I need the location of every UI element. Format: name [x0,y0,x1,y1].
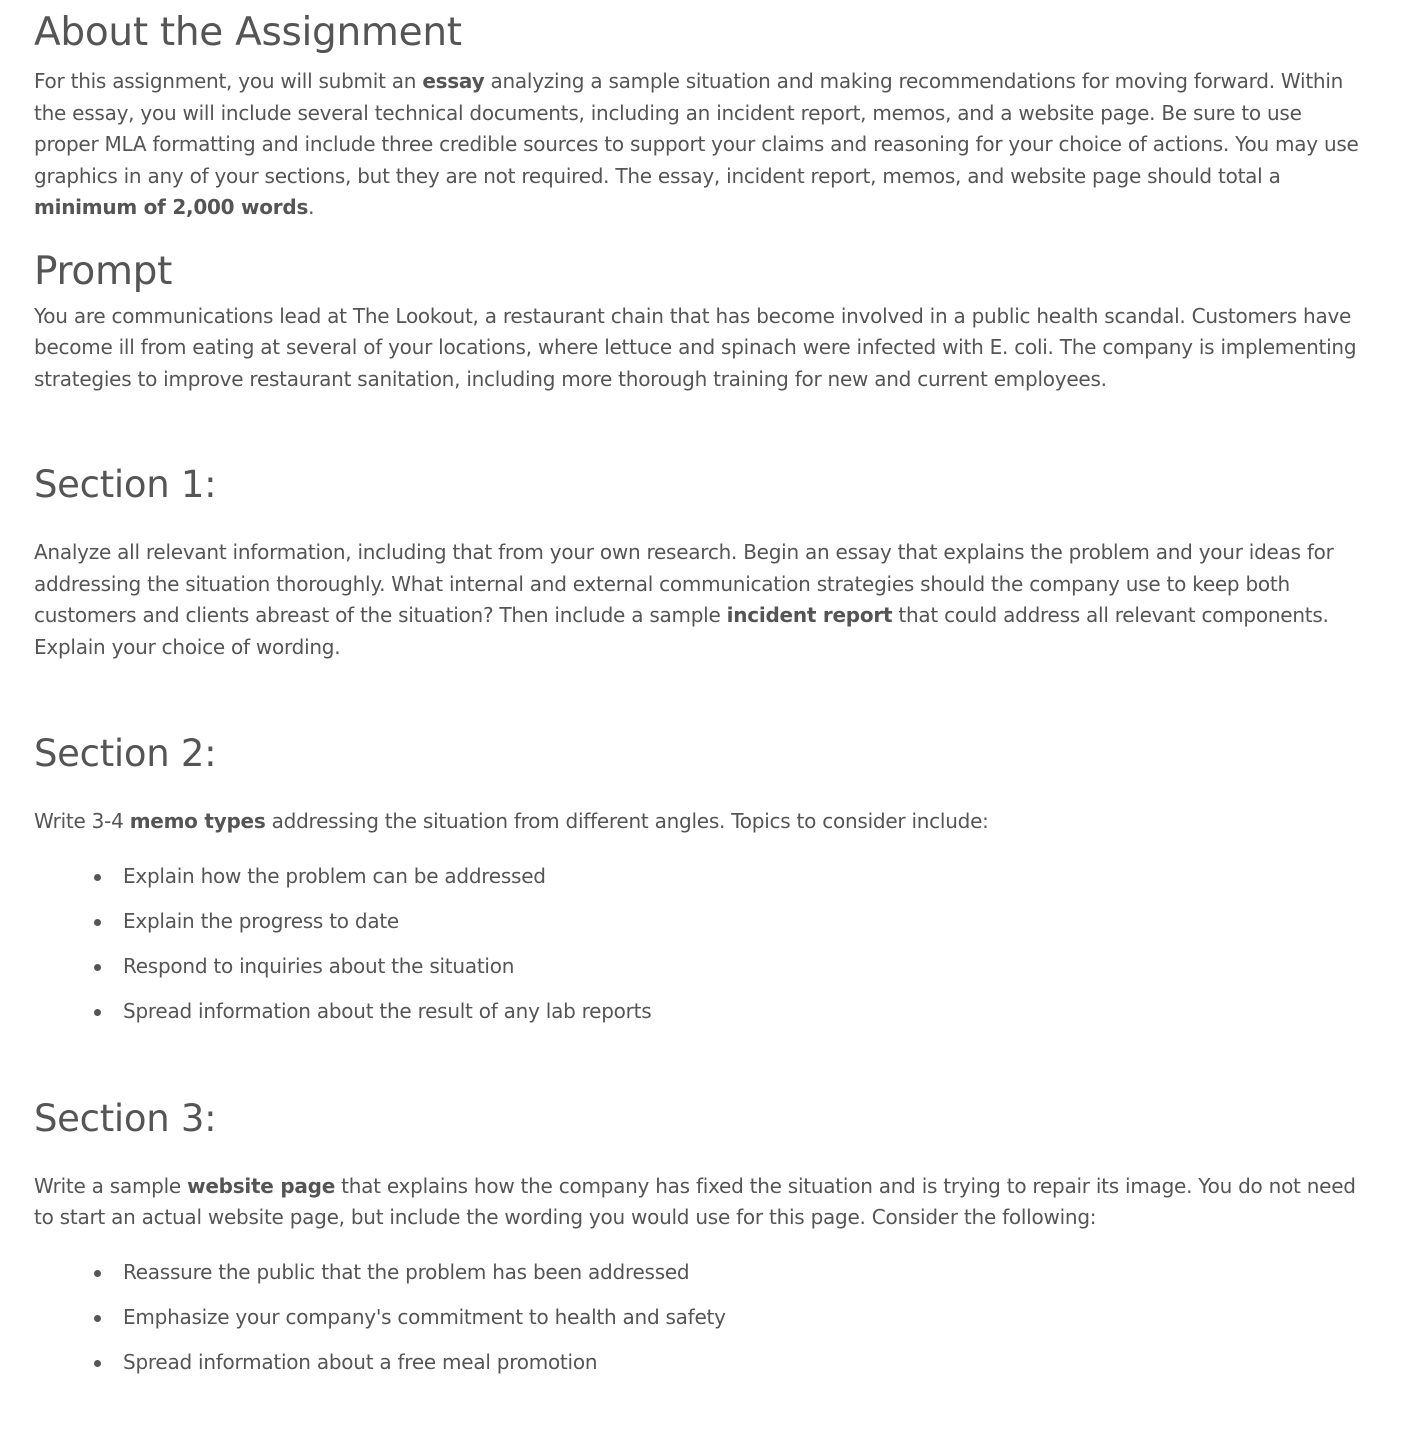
about-text-3: . [308,195,315,219]
section2-topic-list [34,861,1372,1041]
section2-heading: Section 2: [34,732,217,775]
section3-text-1: Write a sample [34,1173,188,1198]
about-paragraph [34,66,1372,224]
section1-incident-report-bold: incident report [726,603,893,627]
prompt-heading: Prompt [34,248,173,294]
list-item: Emphasize your company's commitment to health and safety [123,1302,1372,1347]
section1-text-2: that could address all relevant components. Explain your choice of wording. [34,603,1329,659]
list-item: Spread information about a free meal promotion [123,1347,1372,1392]
prompt-paragraph: You are communications lead at The Lookout, a restaurant chain that has become involved in a public health scandal. Customers have become ill from eating at several of your locations, where lettuce and spinach were infected with E. coli. The company is implementing strategies to improve restaurant sanitation, including more thorough training for new and current employees. [34,303,1357,391]
about-text-2: analyzing a sample situation and making recommendations for moving forward. Within the essay, you will include several technical documents, including an incident report, memos, and a website page. Be sure to use proper MLA formatting and include three credible sources to support your claims and reasoning for your choice of actions. You may use graphics in any of your sections, but they are not required. The essay, incident report, memos, and website page should total a [34,69,1359,188]
list-item: Respond to inquiries about the situation [123,951,1372,996]
section2-paragraph [34,806,1372,838]
section1-text-1: Analyze all relevant information, including that from your own research. Begin an essay that explains the problem and your ideas for addressing the situation thoroughly. What internal and external communication strategies should the company use to keep both customers and clients abreast of the situation? Then include a sample [34,540,1334,627]
section3-paragraph [34,1171,1372,1234]
section1-heading: Section 1: [34,463,217,506]
list-item: Reassure the public that the problem has been addressed [123,1257,1372,1302]
about-essay-bold: essay [422,69,485,93]
section3-text-2: that explains how the company has fixed the situation and is trying to repair its image. You do not need to start an actual website page, but include the wording you would use for this page. Consider the following: [34,1173,1356,1229]
about-text-1: For this assignment, you will submit an [34,69,423,93]
list-item: Explain the progress to date [123,906,1372,951]
section2-memo-types-bold: memo types [129,809,266,833]
list-item: Explain how the problem can be addressed [123,861,1372,906]
section3-consider-list [34,1257,1372,1392]
about-heading: About the Assignment [34,10,462,55]
section3-heading: Section 3: [34,1096,217,1140]
list-item: Spread information about the result of any lab reports [123,996,1372,1041]
section2-text-2: addressing the situation from different angles. Topics to consider include: [265,809,989,833]
section1-paragraph [34,537,1372,663]
about-word-minimum-bold: minimum of 2,000 words [34,195,309,219]
section3-website-page-bold: website page [187,1173,336,1198]
section2-text-1: Write 3-4 [34,809,130,833]
